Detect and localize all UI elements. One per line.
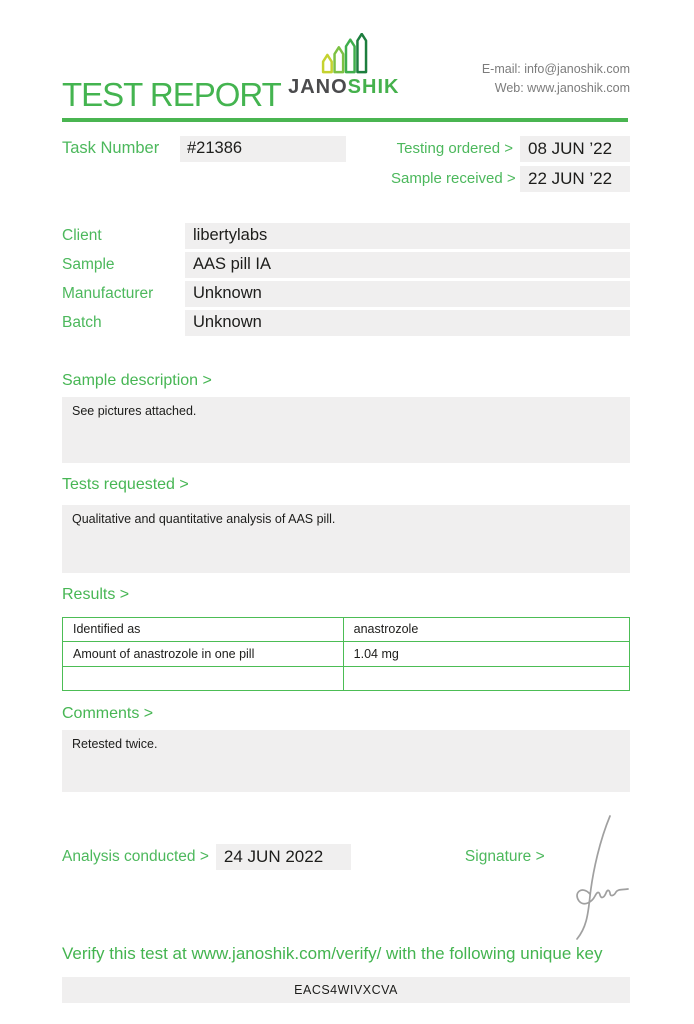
manufacturer-row: [62, 281, 630, 307]
result-value-cell: anastrozole: [343, 617, 629, 642]
batch-row: [62, 310, 630, 336]
sample-received-value: 22 JUN ’22: [520, 166, 630, 192]
results-heading: Results >: [62, 585, 130, 603]
tests-requested-heading: Tests requested >: [62, 475, 189, 493]
manufacturer-value: Unknown: [185, 281, 630, 307]
header-divider: [62, 118, 628, 122]
task-dates-row: [62, 136, 630, 192]
result-name-cell: [63, 666, 344, 691]
contact-web: Web: www.janoshik.com: [494, 81, 630, 95]
dates-group: [391, 136, 630, 192]
sample-value: AAS pill IA: [185, 252, 630, 278]
result-value-cell: 1.04 mg: [343, 642, 629, 667]
client-value: libertylabs: [185, 223, 630, 249]
results-table: [62, 617, 630, 692]
growth-chart-icon: [288, 33, 399, 75]
task-number-value: #21386: [180, 136, 346, 162]
report-header: [62, 33, 630, 114]
comments-heading: Comments >: [62, 705, 154, 722]
logo-shik: SHIK: [347, 76, 400, 98]
client-row: [62, 223, 630, 249]
tests-requested-body: Qualitative and quantitative analysis of AAS pill.: [62, 505, 630, 573]
result-name-cell: Amount of anastrozole in one pill: [63, 642, 344, 667]
sample-received-label: Sample received >: [391, 170, 516, 187]
contact-email: E-mail: info@janoshik.com: [481, 62, 630, 76]
signature-label: Signature >: [464, 848, 545, 865]
analysis-signature-row: [62, 844, 630, 870]
sample-received-row: [391, 166, 630, 192]
signature-image: [548, 812, 633, 947]
logo-jano: JANO: [288, 76, 348, 98]
table-row: [63, 617, 630, 642]
task-number-label: Task Number: [62, 138, 160, 157]
sample-info-block: [62, 223, 630, 336]
comments-body: Retested twice.: [62, 730, 630, 792]
analysis-conducted-label: Analysis conducted >: [62, 848, 209, 865]
sample-row: [62, 252, 630, 278]
sample-description-body: See pictures attached.: [62, 397, 630, 463]
task-number-group: [62, 136, 346, 192]
table-row: [63, 642, 630, 667]
result-name-cell: Identified as: [63, 617, 344, 642]
logo-wordmark: [288, 76, 399, 99]
testing-ordered-row: [391, 136, 630, 162]
batch-label: Batch: [62, 313, 102, 331]
sample-label: Sample: [62, 255, 115, 273]
testing-ordered-label: Testing ordered >: [396, 140, 513, 157]
result-value-cell: [343, 666, 629, 691]
verify-instruction: Verify this test at www.janoshik.com/verify/ with the following unique key: [62, 944, 603, 963]
janoshik-logo: [288, 33, 399, 99]
sample-description-heading: Sample description >: [62, 371, 212, 389]
page-title: TEST REPORT: [62, 76, 281, 113]
manufacturer-label: Manufacturer: [62, 284, 154, 302]
testing-ordered-value: 08 JUN ’22: [520, 136, 630, 162]
unique-key-value: EACS4WIVXCVA: [62, 977, 630, 1003]
table-row: [63, 666, 630, 691]
analysis-conducted-value: 24 JUN 2022: [216, 844, 351, 870]
batch-value: Unknown: [185, 310, 630, 336]
client-label: Client: [62, 226, 102, 244]
contact-info: [482, 60, 630, 98]
